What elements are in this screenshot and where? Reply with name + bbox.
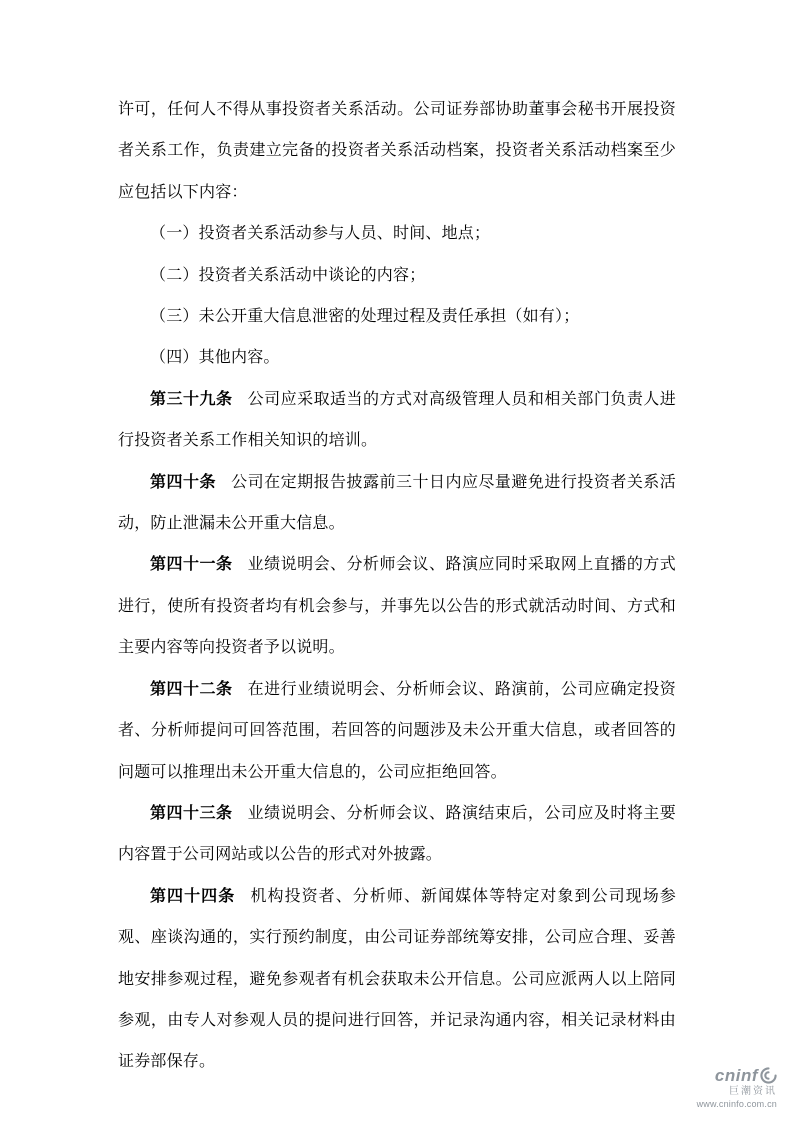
article-paragraph: 第三十九条 公司应采取适当的方式对高级管理人员和相关部门负责人进行投资者关系工作相关知识的培训。 [118,390,676,450]
article-paragraph: 第四十条 公司在定期报告披露前三十日内应尽量避免进行投资者关系活动，防止泄漏未公开重大信息。 [118,473,676,533]
article-number: 第四十四条 [150,887,236,905]
list-item: （二）投资者关系活动中谈论的内容； [150,266,426,284]
article-number: 第四十一条 [150,556,233,574]
cninfo-logo-chinese-name: 巨潮资讯 [729,1086,777,1098]
article-number: 第四十二条 [150,680,233,698]
article-number: 第三十九条 [150,390,233,408]
cninfo-logo-row [697,1066,777,1086]
article-number: 第四十条 [150,473,216,491]
list-item: （一）投资者关系活动参与人员、时间、地点； [150,225,491,243]
cninfo-swirl-icon [760,1067,777,1084]
cninfo-logo-text: cninf [714,1065,758,1085]
article-paragraph: 第四十三条 业绩说明会、分析师会议、路演结束后，公司应及时将主要内容置于公司网站或以公告的形式对外披露。 [118,804,676,864]
article-number: 第四十三条 [150,804,233,822]
cninfo-logo [697,1066,777,1109]
article-paragraph: 第四十二条 在进行业绩说明会、分析师会议、路演前，公司应确定投资者、分析师提问可回答范围，若回答的问题涉及未公开重大信息，或者回答的问题可以推理出未公开重大信息的，公司应拒绝回答。 [118,680,676,781]
body-paragraph: 许可，任何人不得从事投资者关系活动。公司证券部协助董事会秘书开展投资者关系工作，负责建立完备的投资者关系活动档案，投资者关系活动档案至少应包括以下内容： [118,101,676,201]
list-item: （三）未公开重大信息泄密的处理过程及责任承担（如有）； [150,308,580,326]
list-item: （四）其他内容。 [150,349,280,367]
article-paragraph: 第四十四条 机构投资者、分析师、新闻媒体等特定对象到公司现场参观、座谈沟通的，实行预约制度，由公司证券部统筹安排，公司应合理、妥善地安排参观过程，避免参观者有机会获取未公开信息。公司应派两人以上陪同参观，由专人对参观人员的提问进行回答，并记录沟通内容，相关记录材料由证券部保存。 [118,887,676,1071]
article-paragraph: 第四十一条 业绩说明会、分析师会议、路演应同时采取网上直播的方式进行，使所有投资者均有机会参与，并事先以公告的形式就活动时间、方式和主要内容等向投资者予以说明。 [118,556,676,657]
document-content [118,89,676,1083]
cninfo-logo-url: www.cninfo.com.cn [696,1098,777,1109]
